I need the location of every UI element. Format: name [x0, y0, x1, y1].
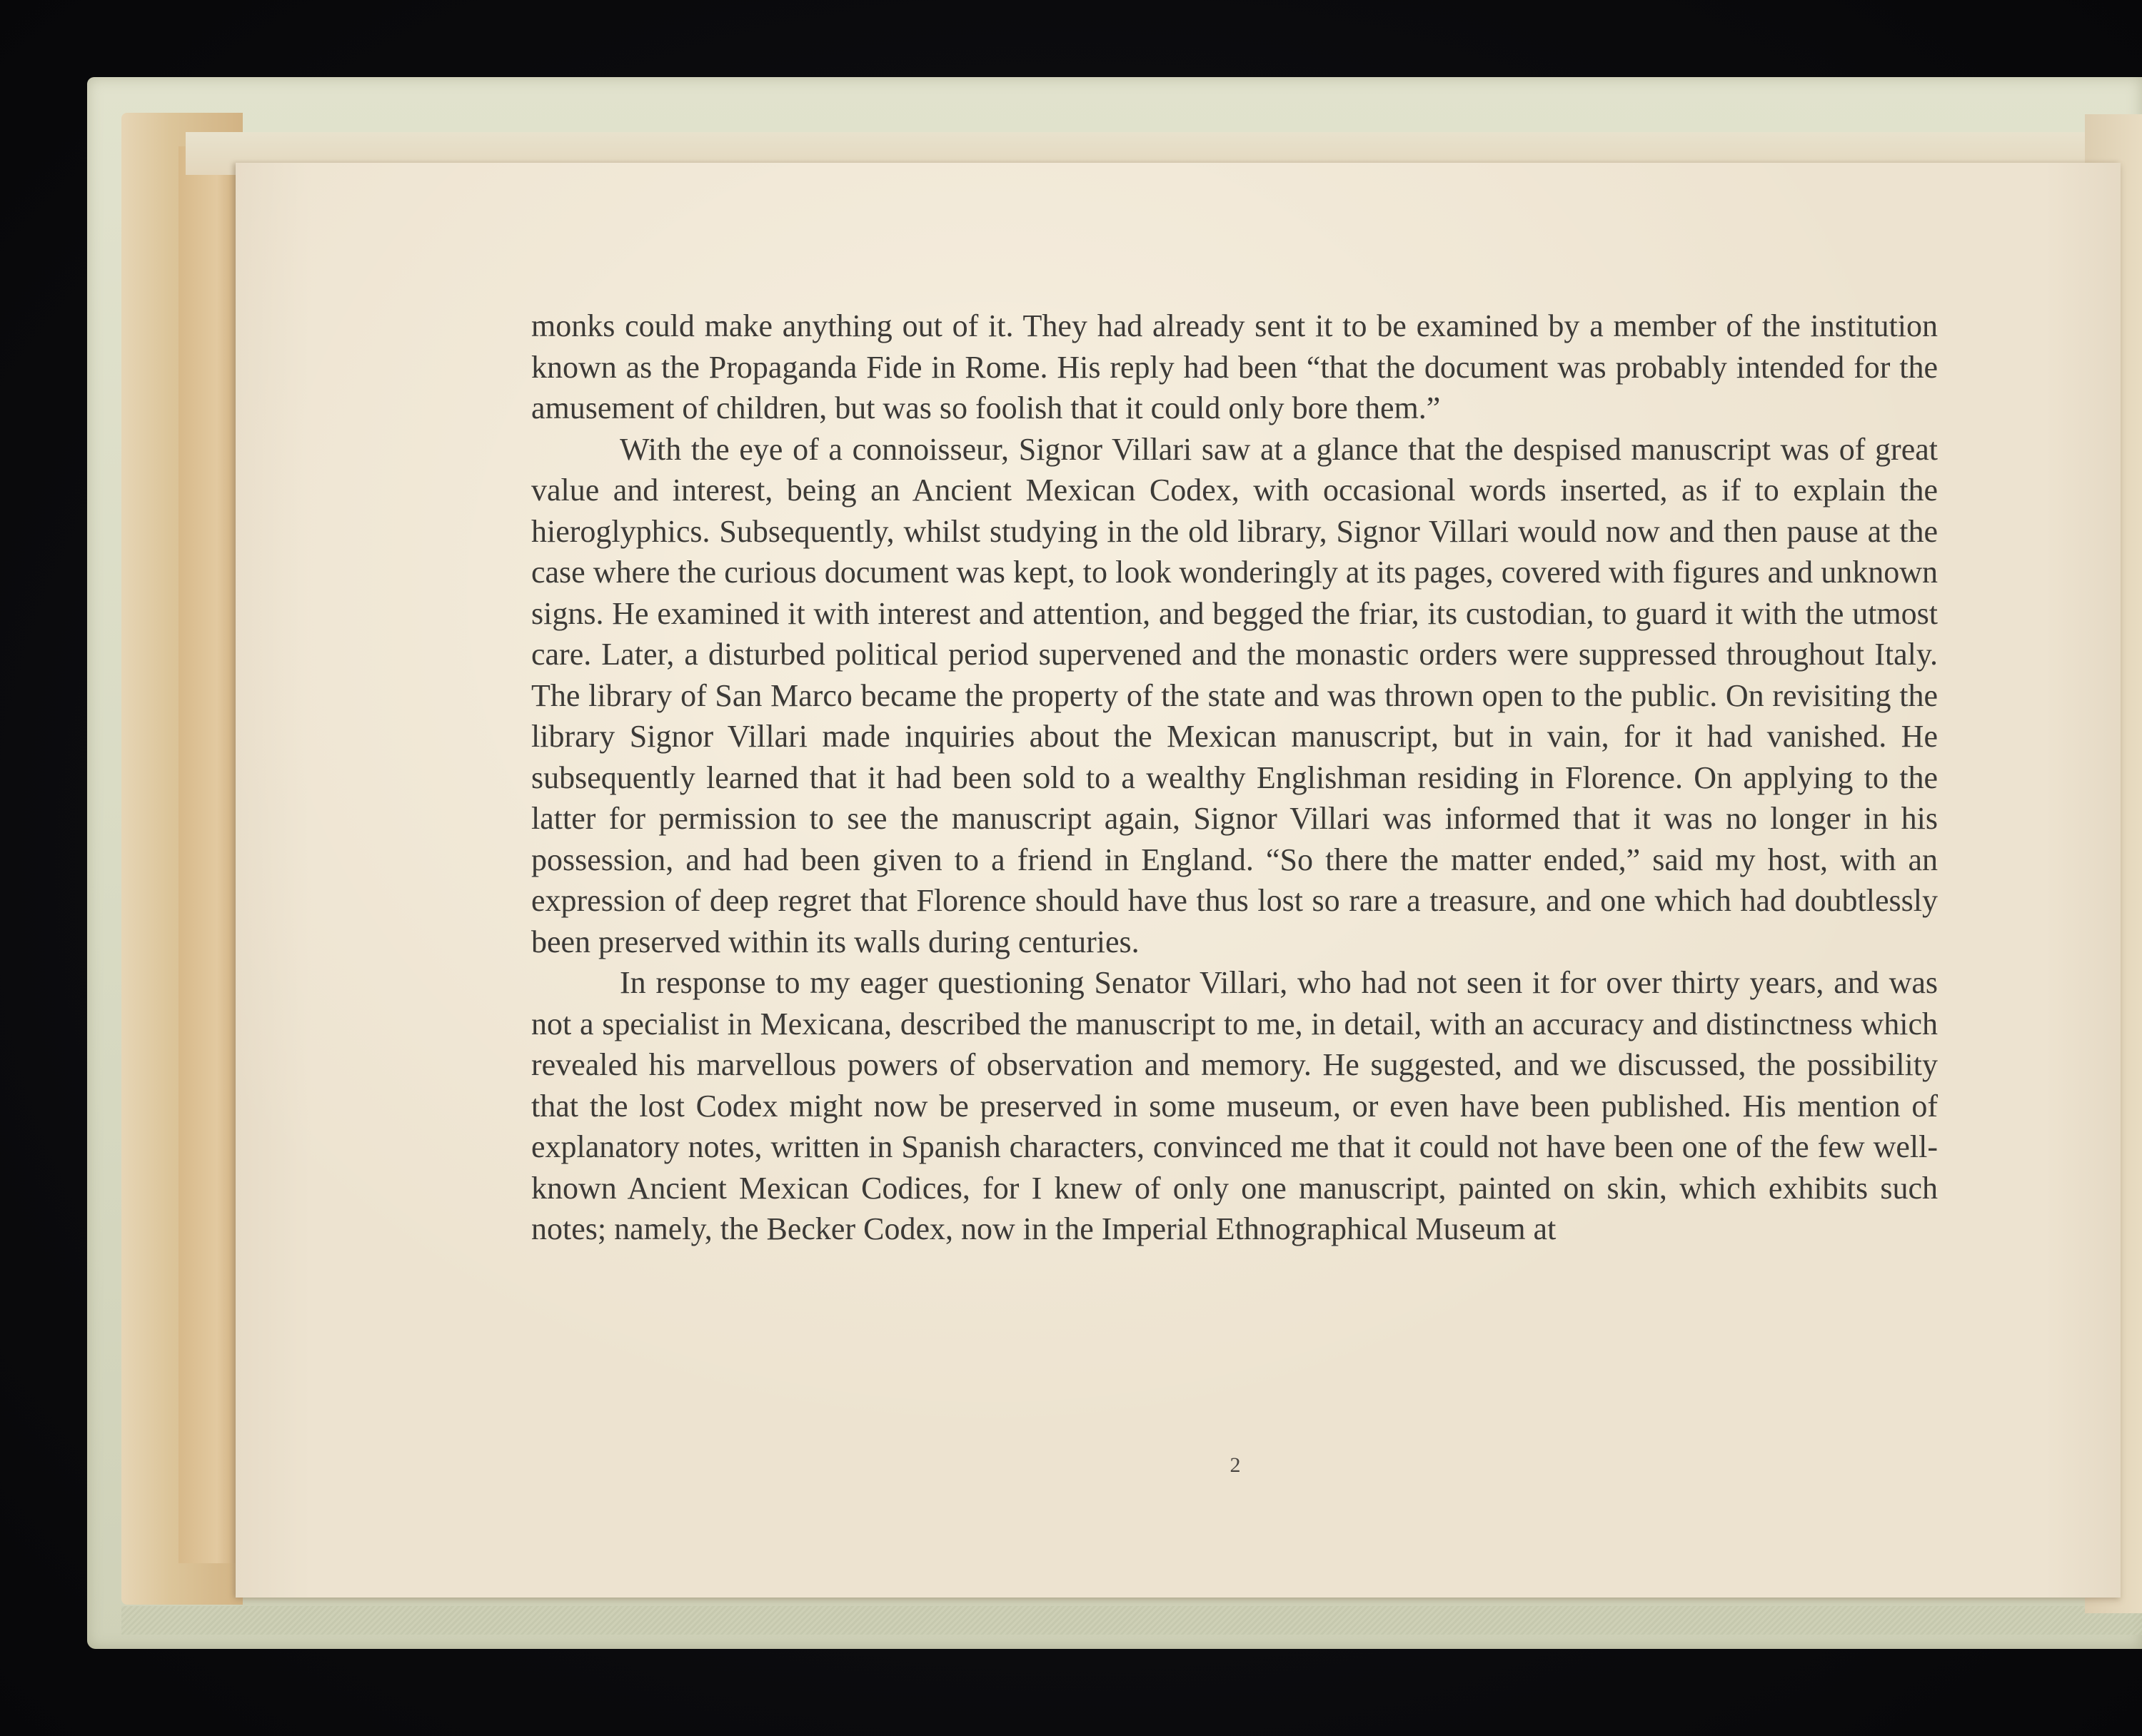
- paragraph-1: monks could make anything out of it. They had already sent it to be examined by a member of the institution known as the Propaganda Fide in Rome. His reply had been “that the document was probably intended for the amusement of children, but was so foolish that it could only bore them.”: [531, 308, 1938, 425]
- body-text: [531, 306, 1938, 1250]
- paragraph-2: With the eye of a connoisseur, Signor Villari saw at a glance that the despised manuscript was of great value and interest, being an Ancient Mexican Codex, with occasional words inserted, as if to explain the hieroglyphics. Subsequently, whilst studying in the old library, Signor Villari would now and then pause at the case where the curious document was kept, to look wonderingly at its pages, covered with figures and unknown signs. He examined it with interest and attention, and begged the friar, its custodian, to guard it with the utmost care. Later, a disturbed political period supervened and the monastic orders were suppressed throughout Italy. The library of San Marco became the property of the state and was thrown open to the public. On revisiting the library Signor Villari made inquiries about the Mexican manuscript, but in vain, for it had vanished. He subsequently learned that it had been sold to a wealthy Englishman residing in Florence. On applying to the latter for permission to see the manuscript again, Signor Villari was informed that it was no longer in his possession, and had been given to a friend in England. “So there the matter ended,” said my host, with an expression of deep regret that Florence should have thus lost so rare a treasure, and one which had doubtlessly been preserved within its walls during centuries.: [531, 431, 1938, 959]
- paragraph-3: In response to my eager questioning Senator Villari, who had not seen it for over thirty years, and was not a specialist in Mexicana, described the manuscript to me, in detail, with an accuracy and distinctness which revealed his marvellous powers of observation and memory. He suggested, and we discussed, the possibility that the lost Codex might now be preserved in some museum, or even have been published. His mention of explanatory notes, written in Spanish characters, convinced me that it could not have been one of the few well-known Ancient Mexican Codices, for I knew of only one manuscript, painted on skin, which exhibits such notes; namely, the Becker Codex, now in the Imperial Ethnographical Museum at: [531, 965, 1938, 1246]
- cover-edge-texture: [121, 1606, 2142, 1635]
- page-number: 2: [1230, 1453, 1241, 1477]
- book-page: [236, 163, 2121, 1598]
- left-page-edges: [178, 146, 243, 1563]
